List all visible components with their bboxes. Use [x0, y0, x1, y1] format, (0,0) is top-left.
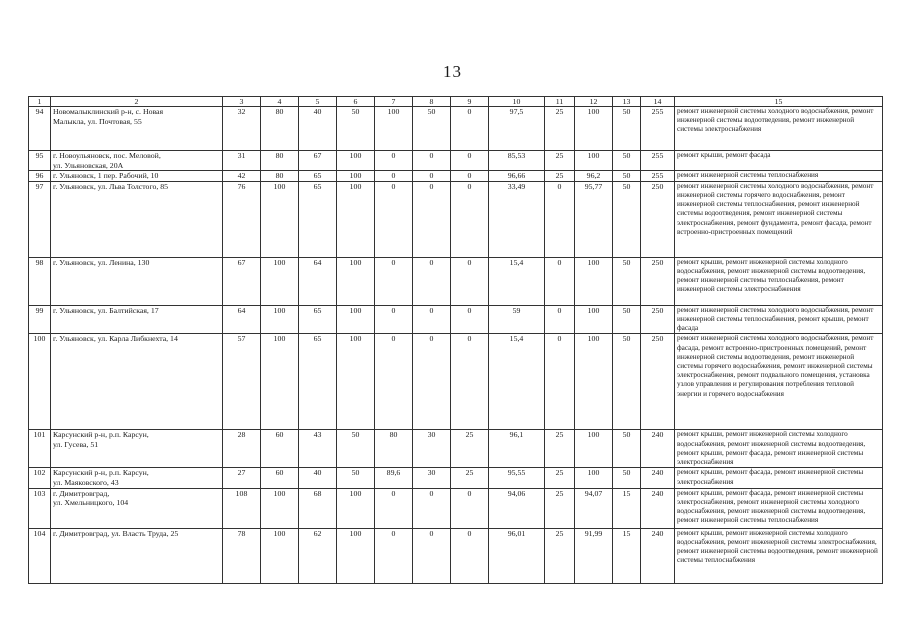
row-number: 100 — [29, 334, 51, 430]
address-cell — [51, 151, 223, 171]
value-cell: 25 — [545, 488, 575, 528]
column-header: 13 — [613, 97, 641, 107]
value-cell: 50 — [413, 107, 451, 151]
row-number: 96 — [29, 171, 51, 182]
works-cell: ремонт крыши, ремонт фасада, ремонт инженерной системы электроснабжения — [675, 468, 883, 488]
value-cell: 96,01 — [489, 528, 545, 583]
table-row — [29, 151, 883, 171]
value-cell: 0 — [413, 171, 451, 182]
row-number: 102 — [29, 468, 51, 488]
value-cell: 76 — [223, 181, 261, 257]
value-cell: 100 — [261, 488, 299, 528]
value-cell: 95,55 — [489, 468, 545, 488]
value-cell: 96,66 — [489, 171, 545, 182]
value-cell: 50 — [613, 181, 641, 257]
column-header: 14 — [641, 97, 675, 107]
column-header: 10 — [489, 97, 545, 107]
column-header: 7 — [375, 97, 413, 107]
value-cell: 0 — [451, 488, 489, 528]
address-line: ул. Гусева, 51 — [53, 439, 99, 449]
value-cell: 0 — [413, 257, 451, 305]
value-cell: 80 — [261, 151, 299, 171]
address-line: г. Новоульяновск, пос. Меловой, — [53, 151, 161, 160]
value-cell: 100 — [337, 181, 375, 257]
row-number: 94 — [29, 107, 51, 151]
value-cell: 50 — [613, 151, 641, 171]
table-row — [29, 257, 883, 305]
value-cell: 0 — [451, 107, 489, 151]
value-cell: 0 — [413, 334, 451, 430]
works-cell: ремонт инженерной системы холодного водоснабжения, ремонт инженерной системы горячего водоснабжения, ремонт инженерной системы теплоснабжения, ремонт инженерной системы водоотведения, ремонт инженерной системы электроснабжения, ремонт фундамента, ремонт фасада, ремонт встроенно-пристроенных помещений — [675, 181, 883, 257]
value-cell: 50 — [337, 468, 375, 488]
value-cell: 0 — [413, 181, 451, 257]
value-cell: 0 — [451, 181, 489, 257]
value-cell: 50 — [613, 430, 641, 468]
value-cell: 100 — [575, 430, 613, 468]
value-cell: 100 — [261, 305, 299, 334]
address-cell — [51, 305, 223, 334]
value-cell: 25 — [545, 430, 575, 468]
value-cell: 15 — [613, 528, 641, 583]
value-cell: 80 — [375, 430, 413, 468]
value-cell: 0 — [375, 171, 413, 182]
value-cell: 25 — [451, 430, 489, 468]
value-cell: 96,2 — [575, 171, 613, 182]
row-number: 97 — [29, 181, 51, 257]
value-cell: 25 — [451, 468, 489, 488]
value-cell: 50 — [613, 334, 641, 430]
column-header: 5 — [299, 97, 337, 107]
value-cell: 0 — [451, 151, 489, 171]
value-cell: 100 — [337, 488, 375, 528]
address-cell — [51, 528, 223, 583]
value-cell: 68 — [299, 488, 337, 528]
address-line: г. Ульяновск, ул. Ленина, 130 — [53, 257, 150, 267]
value-cell: 30 — [413, 468, 451, 488]
value-cell: 30 — [413, 430, 451, 468]
value-cell: 25 — [545, 107, 575, 151]
column-header: 9 — [451, 97, 489, 107]
value-cell: 65 — [299, 181, 337, 257]
value-cell: 60 — [261, 430, 299, 468]
value-cell: 108 — [223, 488, 261, 528]
table-row — [29, 528, 883, 583]
value-cell: 100 — [575, 151, 613, 171]
value-cell: 0 — [413, 305, 451, 334]
table-row — [29, 171, 883, 182]
works-cell: ремонт инженерной системы холодного водоснабжения, ремонт инженерной системы водоотведения, ремонт инженерной системы электроснабжения — [675, 107, 883, 151]
value-cell: 94,06 — [489, 488, 545, 528]
address-line: Карсунский р-н, р.п. Карсун, — [53, 468, 149, 478]
column-header: 2 — [51, 97, 223, 107]
row-number: 98 — [29, 257, 51, 305]
value-cell: 240 — [641, 528, 675, 583]
value-cell: 42 — [223, 171, 261, 182]
value-cell: 100 — [261, 257, 299, 305]
works-cell: ремонт инженерной системы теплоснабжения — [675, 171, 883, 182]
value-cell: 100 — [337, 257, 375, 305]
value-cell: 91,99 — [575, 528, 613, 583]
address-cell — [51, 181, 223, 257]
works-cell: ремонт крыши, ремонт фасада, ремонт инженерной системы электроснабжения, ремонт инженерной системы холодного водоснабжения, ремонт инженерной системы водоотведения, ремонт инженерной системы теплоснабжения — [675, 488, 883, 528]
value-cell: 50 — [613, 305, 641, 334]
value-cell: 250 — [641, 334, 675, 430]
page-number: 13 — [443, 62, 462, 81]
table-row — [29, 107, 883, 151]
address-line: г. Димитровград, — [53, 488, 110, 498]
value-cell: 100 — [261, 334, 299, 430]
value-cell: 64 — [223, 305, 261, 334]
column-header: 6 — [337, 97, 375, 107]
value-cell: 33,49 — [489, 181, 545, 257]
value-cell: 43 — [299, 430, 337, 468]
header-row — [29, 97, 883, 107]
address-line: ул. Хмельницкого, 104 — [53, 498, 129, 508]
works-cell: ремонт инженерной системы холодного водоснабжения, ремонт фасада, ремонт встроенно-пристроенных помещений, ремонт инженерной системы водоотведения, ремонт инженерной системы горячего водоснабжения, ремонт инженерной системы электроснабжения, ремонт подвального помещения, установка узлов управления и регулирования потребления тепловой энергии и горячего водоснабжения — [675, 334, 883, 430]
value-cell: 25 — [545, 151, 575, 171]
value-cell: 250 — [641, 257, 675, 305]
value-cell: 100 — [575, 305, 613, 334]
table-row — [29, 488, 883, 528]
value-cell: 95,77 — [575, 181, 613, 257]
address-cell — [51, 107, 223, 151]
value-cell: 25 — [545, 171, 575, 182]
row-number: 99 — [29, 305, 51, 334]
address-cell — [51, 430, 223, 468]
value-cell: 100 — [337, 334, 375, 430]
value-cell: 25 — [545, 468, 575, 488]
value-cell: 67 — [223, 257, 261, 305]
value-cell: 0 — [375, 488, 413, 528]
works-cell: ремонт крыши, ремонт инженерной системы холодного водоснабжения, ремонт инженерной системы водоотведения, ремонт инженерной системы теплоснабжения, ремонт инженерной системы электроснабжения — [675, 257, 883, 305]
value-cell: 0 — [375, 305, 413, 334]
value-cell: 0 — [451, 257, 489, 305]
column-header: 8 — [413, 97, 451, 107]
value-cell: 50 — [613, 171, 641, 182]
value-cell: 50 — [613, 468, 641, 488]
value-cell: 65 — [299, 171, 337, 182]
column-header: 1 — [29, 97, 51, 107]
column-header: 11 — [545, 97, 575, 107]
value-cell: 15,4 — [489, 334, 545, 430]
value-cell: 62 — [299, 528, 337, 583]
table-row — [29, 430, 883, 468]
register-table — [28, 96, 883, 584]
value-cell: 0 — [375, 151, 413, 171]
value-cell: 89,6 — [375, 468, 413, 488]
address-cell — [51, 171, 223, 182]
address-cell — [51, 488, 223, 528]
value-cell: 50 — [337, 107, 375, 151]
value-cell: 80 — [261, 107, 299, 151]
value-cell: 40 — [299, 107, 337, 151]
address-line: г. Ульяновск, ул. Балтийская, 17 — [53, 305, 159, 315]
value-cell: 50 — [337, 430, 375, 468]
value-cell: 240 — [641, 430, 675, 468]
value-cell: 250 — [641, 181, 675, 257]
value-cell: 0 — [545, 181, 575, 257]
address-line: г. Ульяновск, ул. Льва Толстого, 85 — [53, 181, 169, 191]
works-cell: ремонт крыши, ремонт инженерной системы холодного водоснабжения, ремонт инженерной системы электроснабжения, ремонт инженерной системы водоотведения, ремонт инженерной системы теплоснабжения — [675, 528, 883, 583]
value-cell: 100 — [375, 107, 413, 151]
value-cell: 15 — [613, 488, 641, 528]
value-cell: 0 — [451, 305, 489, 334]
row-number: 104 — [29, 528, 51, 583]
value-cell: 240 — [641, 488, 675, 528]
works-cell: ремонт инженерной системы холодного водоснабжения, ремонт инженерной системы теплоснабжения, ремонт крыши, ремонт фасада — [675, 305, 883, 334]
address-line: ул. Ульяновская, 20А — [53, 160, 124, 170]
value-cell: 0 — [375, 257, 413, 305]
value-cell: 59 — [489, 305, 545, 334]
table-row — [29, 305, 883, 334]
address-line: Новомалыклинский р-н, с. Новая — [53, 107, 164, 116]
address-line: г. Ульяновск, ул. Карла Либкнехта, 14 — [53, 334, 178, 344]
value-cell: 255 — [641, 151, 675, 171]
value-cell: 67 — [299, 151, 337, 171]
value-cell: 27 — [223, 468, 261, 488]
value-cell: 100 — [261, 181, 299, 257]
address-cell — [51, 334, 223, 430]
value-cell: 0 — [375, 528, 413, 583]
value-cell: 250 — [641, 305, 675, 334]
column-header: 15 — [675, 97, 883, 107]
value-cell: 0 — [375, 181, 413, 257]
value-cell: 240 — [641, 468, 675, 488]
value-cell: 60 — [261, 468, 299, 488]
works-cell: ремонт крыши, ремонт фасада — [675, 151, 883, 171]
works-cell: ремонт крыши, ремонт инженерной системы холодного водоснабжения, ремонт инженерной системы водоотведения, ремонт крыши, ремонт фасада, ремонт инженерной системы электроснабжения — [675, 430, 883, 468]
value-cell: 85,53 — [489, 151, 545, 171]
table-row — [29, 181, 883, 257]
value-cell: 100 — [575, 334, 613, 430]
value-cell: 40 — [299, 468, 337, 488]
value-cell: 32 — [223, 107, 261, 151]
value-cell: 97,5 — [489, 107, 545, 151]
value-cell: 65 — [299, 334, 337, 430]
row-number: 95 — [29, 151, 51, 171]
value-cell: 0 — [451, 528, 489, 583]
address-line: г. Димитровград, ул. Власть Труда, 25 — [53, 528, 179, 538]
value-cell: 65 — [299, 305, 337, 334]
value-cell: 100 — [575, 468, 613, 488]
address-line: Карсунский р-н, р.п. Карсун, — [53, 430, 149, 440]
value-cell: 0 — [451, 334, 489, 430]
address-cell — [51, 468, 223, 488]
value-cell: 100 — [337, 171, 375, 182]
value-cell: 0 — [413, 528, 451, 583]
value-cell: 96,1 — [489, 430, 545, 468]
value-cell: 100 — [337, 151, 375, 171]
value-cell: 50 — [613, 107, 641, 151]
column-header: 12 — [575, 97, 613, 107]
address-line: ул. Маяковского, 43 — [53, 477, 119, 487]
value-cell: 0 — [545, 305, 575, 334]
value-cell: 0 — [413, 488, 451, 528]
value-cell: 50 — [613, 257, 641, 305]
value-cell: 0 — [545, 257, 575, 305]
column-header: 4 — [261, 97, 299, 107]
address-line: г. Ульяновск, 1 пер. Рабочий, 10 — [53, 171, 159, 181]
value-cell: 28 — [223, 430, 261, 468]
value-cell: 25 — [545, 528, 575, 583]
value-cell: 255 — [641, 171, 675, 182]
value-cell: 64 — [299, 257, 337, 305]
value-cell: 100 — [575, 107, 613, 151]
value-cell: 255 — [641, 107, 675, 151]
row-number: 101 — [29, 430, 51, 468]
value-cell: 100 — [261, 528, 299, 583]
column-header: 3 — [223, 97, 261, 107]
value-cell: 15,4 — [489, 257, 545, 305]
value-cell: 80 — [261, 171, 299, 182]
table-row — [29, 334, 883, 430]
value-cell: 100 — [337, 528, 375, 583]
value-cell: 0 — [413, 151, 451, 171]
address-line: Малыкла, ул. Почтовая, 55 — [53, 116, 142, 126]
value-cell: 57 — [223, 334, 261, 430]
table-row — [29, 468, 883, 488]
value-cell: 0 — [545, 334, 575, 430]
address-cell — [51, 257, 223, 305]
row-number: 103 — [29, 488, 51, 528]
value-cell: 31 — [223, 151, 261, 171]
value-cell: 94,07 — [575, 488, 613, 528]
value-cell: 0 — [375, 334, 413, 430]
value-cell: 78 — [223, 528, 261, 583]
value-cell: 100 — [575, 257, 613, 305]
value-cell: 100 — [337, 305, 375, 334]
value-cell: 0 — [451, 171, 489, 182]
